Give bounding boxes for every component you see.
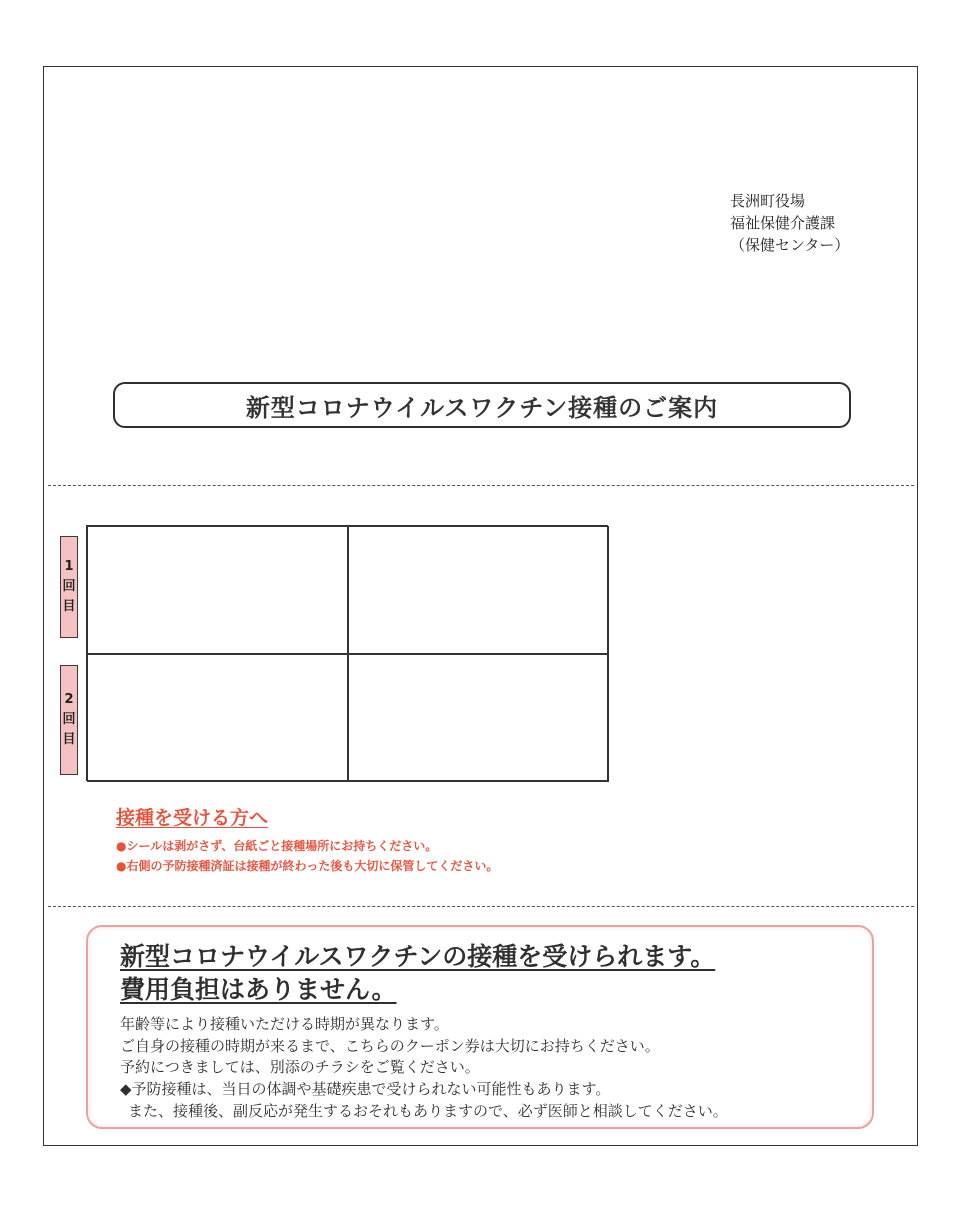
sticker-slot-dose2-left xyxy=(87,654,348,782)
recipient-heading: 接種を受ける方へ xyxy=(116,807,269,829)
info-line: 予約につきましては、別添のチラシをご覧ください。 xyxy=(120,1058,480,1076)
sticker-slot-dose2-right xyxy=(348,654,609,782)
perforation-line-bottom xyxy=(48,906,914,907)
dose-label-second xyxy=(60,665,78,775)
page-title: 新型コロナウイルスワクチン接種のご案内 xyxy=(113,382,851,428)
dose-char: 回 xyxy=(62,579,76,594)
dose-char: 目 xyxy=(62,599,76,614)
info-headline-eligible: 新型コロナウイルスワクチンの接種を受けられます。 xyxy=(120,942,716,971)
issuer-line-3: （保健センター） xyxy=(730,236,850,254)
info-line: また、接種後、副反応が発生するおそれもありますので、必ず医師と相談してください。 xyxy=(128,1102,728,1120)
dose-number: 1 xyxy=(64,559,74,574)
sticker-slot-dose1-right xyxy=(348,526,609,654)
issuer-line-2: 福祉保健介護課 xyxy=(730,214,836,232)
dose-label-first xyxy=(60,536,78,638)
notice-keep-certificate: ●右側の予防接種済証は接種が終わった後も大切に保管してください。 xyxy=(116,859,499,873)
sticker-slot-dose1-left xyxy=(87,526,348,654)
perforation-line-top xyxy=(48,485,914,486)
dose-number: 2 xyxy=(64,692,74,707)
dose-char: 回 xyxy=(62,712,76,727)
notice-keep-sticker: ●シールは剥がさず、台紙ごと接種場所にお持ちください。 xyxy=(116,839,438,853)
issuer-block xyxy=(730,190,849,256)
issuer-line-1: 長洲町役場 xyxy=(730,192,806,210)
info-line: 年齢等により接種いただける時期が異なります。 xyxy=(120,1015,449,1033)
dose-char: 目 xyxy=(62,732,76,747)
sticker-grid xyxy=(86,525,608,781)
info-line: ◆予防接種は、当日の体調や基礎疾患で受けられない可能性もあります。 xyxy=(120,1080,611,1098)
info-line: ご自身の接種の時期が来るまで、こちらのクーポン券は大切にお持ちください。 xyxy=(120,1037,660,1055)
info-headline-free: 費用負担はありません。 xyxy=(120,975,397,1004)
